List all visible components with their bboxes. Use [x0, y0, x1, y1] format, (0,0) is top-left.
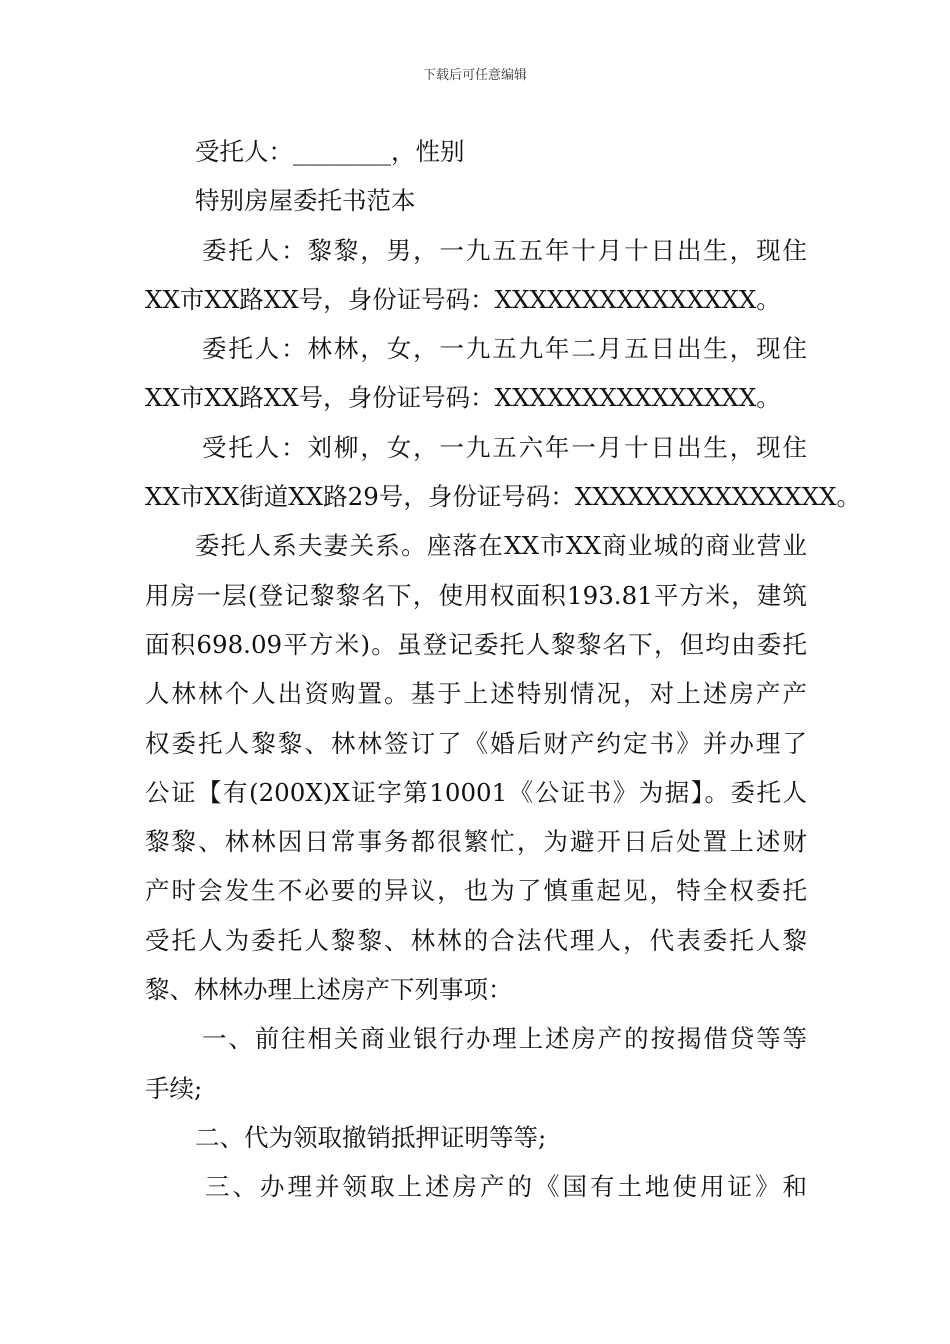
paragraph-line: XX市XX街道XX路29号，身份证号码：XXXXXXXXXXXXXXX。 — [145, 482, 861, 512]
paragraph-line: 委托人：林林，女，一九五九年二月五日出生，现住 — [202, 334, 807, 364]
paragraph-line: 产时会发生不必要的异议，也为了慎重起见，特全权委托 — [145, 876, 807, 906]
document-body — [145, 127, 861, 1212]
list-item-line: 手续; — [145, 1073, 203, 1103]
paragraph-line: 受托人：刘柳，女，一九五六年一月十日出生，现住 — [202, 432, 807, 462]
page-header-note: 下载后可任意编辑 — [422, 68, 527, 83]
paragraph-line: 权委托人黎黎、林林签订了《婚后财产约定书》并办理了 — [145, 728, 807, 758]
paragraph-line: 委托人：黎黎，男，一九五五年十月十日出生，现住 — [202, 235, 807, 265]
trustee-gender-line: 受托人：________，性别 — [195, 137, 465, 166]
list-item-line: 一、前往相关商业银行办理上述房产的按揭借贷等等 — [202, 1024, 807, 1054]
paragraph-line: 面积698.09平方米)。虽登记委托人黎黎名下，但均由委托 — [145, 629, 807, 659]
paragraph-line: XX市XX路XX号，身份证号码：XXXXXXXXXXXXXXX。 — [145, 284, 781, 314]
paragraph-line: 受托人为委托人黎黎、林林的合法代理人，代表委托人黎 — [145, 925, 807, 955]
paragraph-line: 人林林个人出资购置。基于上述特别情况，对上述房产产 — [145, 679, 807, 709]
document-title: 特别房屋委托书范本 — [195, 186, 416, 216]
paragraph-line: 公证【有(200X)X证字第10001《公证书》为据】。委托人 — [145, 777, 807, 807]
paragraph-line: 委托人系夫妻关系。座落在XX市XX商业城的商业营业 — [195, 531, 807, 561]
paragraph-line: 黎黎、林林因日常事务都很繁忙，为避开日后处置上述财 — [145, 827, 807, 857]
list-item-line: 三、办理并领取上述房产的《国有土地使用证》和 — [205, 1172, 807, 1202]
paragraph-line: 用房一层(登记黎黎名下，使用权面积193.81平方米，建筑 — [145, 580, 807, 610]
paragraph-line: XX市XX路XX号，身份证号码：XXXXXXXXXXXXXXX。 — [145, 383, 781, 413]
paragraph-line: 黎、林林办理上述房产下列事项： — [145, 975, 513, 1005]
list-item-line: 二、代为领取撤销抵押证明等等; — [195, 1122, 547, 1152]
